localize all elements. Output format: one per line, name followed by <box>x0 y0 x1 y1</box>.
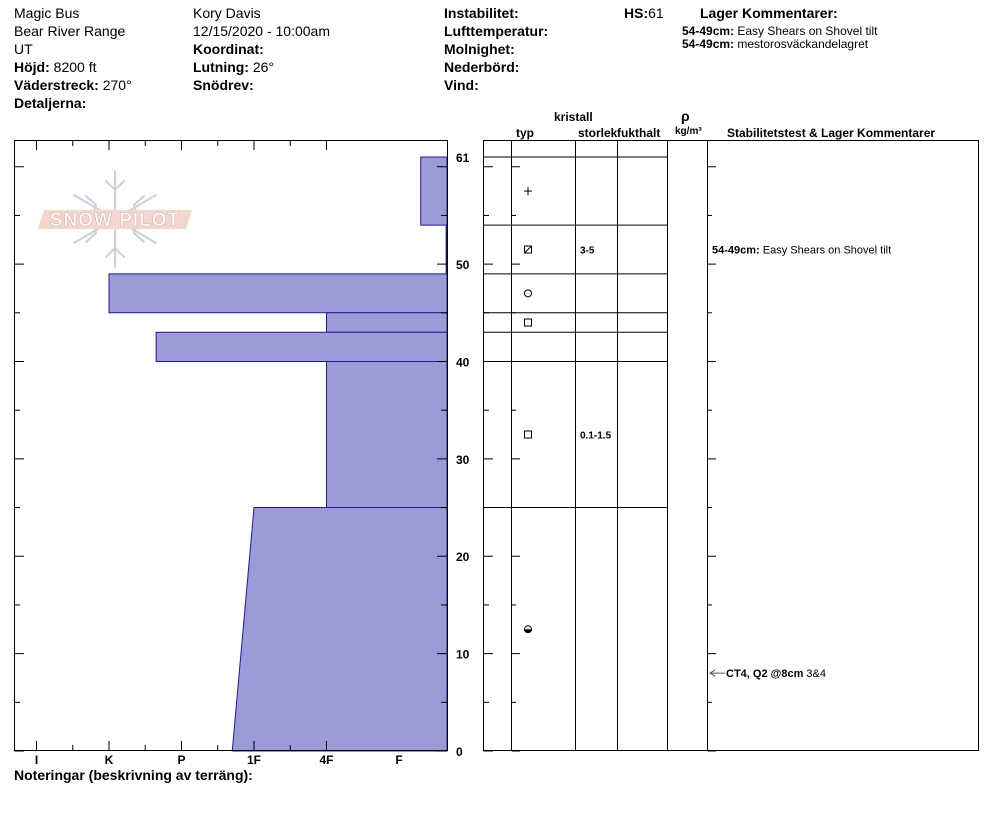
stability-comment-label: 54-49cm: <box>712 244 760 257</box>
location-name: Magic Bus <box>14 5 80 21</box>
hardness-layer-bar <box>109 274 447 313</box>
stability-comment-text: Easy Shears on Shovel tilt <box>759 244 892 257</box>
crystal-entries <box>524 187 612 633</box>
hardness-tick-label: K <box>104 753 114 767</box>
hardness-tick-label: F <box>395 753 403 767</box>
moisture-header: fukthalt <box>617 126 661 140</box>
depth-tick-label: 61 <box>456 151 470 165</box>
hardness-layer-bar <box>446 225 447 274</box>
elevation-value: 8200 ft <box>53 59 97 75</box>
depth-tick-label: 0 <box>456 745 463 759</box>
crystal-header: kristall <box>554 110 593 124</box>
layer-comment-text: Easy Shears on Shovel tilt <box>737 24 878 38</box>
notes-label: Noteringar (beskrivning av terräng): <box>14 767 253 783</box>
size-header: storlek <box>578 126 618 140</box>
crystal-size-label: 3-5 <box>580 245 595 257</box>
stability-comment-text: 3&4 <box>803 668 827 681</box>
slope-label: Lutning: <box>193 59 249 75</box>
hardness-layer-bar <box>327 361 448 507</box>
details-label: Detaljerna: <box>14 95 87 111</box>
hardness-tick-label: P <box>177 753 186 767</box>
stability-comment-label: CT4, Q2 @8cm <box>726 668 804 681</box>
elevation-label: Höjd: <box>14 59 50 75</box>
hardness-tick-label: 1F <box>246 753 262 767</box>
depth-tick-label: 40 <box>456 355 470 370</box>
depth-tick-label: 30 <box>456 452 470 467</box>
hardness-layers <box>109 157 447 751</box>
stability-comment <box>726 668 826 680</box>
crystal-square-icon <box>525 319 532 326</box>
hs-value: 61 <box>648 5 664 21</box>
aspect-label: Väderstreck: <box>14 77 99 93</box>
precip-label: Nederbörd: <box>444 59 520 75</box>
cloud-label: Molnighet: <box>444 41 515 57</box>
hardness-axis <box>35 753 403 767</box>
wind-label: Vind: <box>444 77 479 93</box>
aspect-value: 270° <box>102 77 132 93</box>
hardness-tick-label: I <box>34 753 39 767</box>
type-header: typ <box>516 126 534 140</box>
stability-comments <box>710 245 891 681</box>
depth-tick-label: 20 <box>456 550 470 565</box>
snow-pilot-logo <box>38 171 192 267</box>
depth-tick-label: 10 <box>456 647 470 662</box>
layer-comments-title: Lager Kommentarer: <box>700 5 838 21</box>
state-name: UT <box>14 41 33 57</box>
observation-datetime: 12/15/2020 - 10:00am <box>193 23 330 39</box>
stability-comment <box>712 245 891 257</box>
rho-header: ρ <box>681 108 690 124</box>
crystal-size-label: 0.1-1.5 <box>580 430 612 442</box>
range-name: Bear River Range <box>14 23 126 39</box>
depth-tick-label: 50 <box>456 258 470 273</box>
layer-comment-text: mestorosväckandelagret <box>737 37 869 51</box>
instability-label: Instabilitet: <box>444 5 519 21</box>
crystal-square-icon <box>525 431 532 438</box>
hs-label: HS: <box>624 5 649 21</box>
layer-comment-depth: 54-49cm: <box>682 24 735 38</box>
table-tick-marks <box>484 167 717 751</box>
crystal-circle-icon <box>525 290 532 297</box>
drift-label: Snödrev: <box>193 77 254 93</box>
air-temp-label: Lufttemperatur: <box>444 23 549 39</box>
layer-comment-depth: 54-49cm: <box>682 37 735 51</box>
hardness-layer-bar <box>232 508 447 751</box>
hardness-layer-bar <box>156 332 447 361</box>
density-unit-header: kg/m³ <box>675 126 702 137</box>
crystal-faceted-rounded-icon <box>525 246 532 253</box>
logo-text: SNOW PILOT <box>49 210 181 231</box>
hardness-layer-bar <box>327 313 448 332</box>
slope-value: 26° <box>252 59 275 75</box>
hardness-tick-label: 4F <box>319 753 334 767</box>
coord-label: Koordinat: <box>193 41 264 57</box>
observer-name: Kory Davis <box>193 5 261 21</box>
stability-header: Stabilitetstest & Lager Kommentarer <box>727 126 936 140</box>
crystal-table-frame <box>484 141 979 751</box>
